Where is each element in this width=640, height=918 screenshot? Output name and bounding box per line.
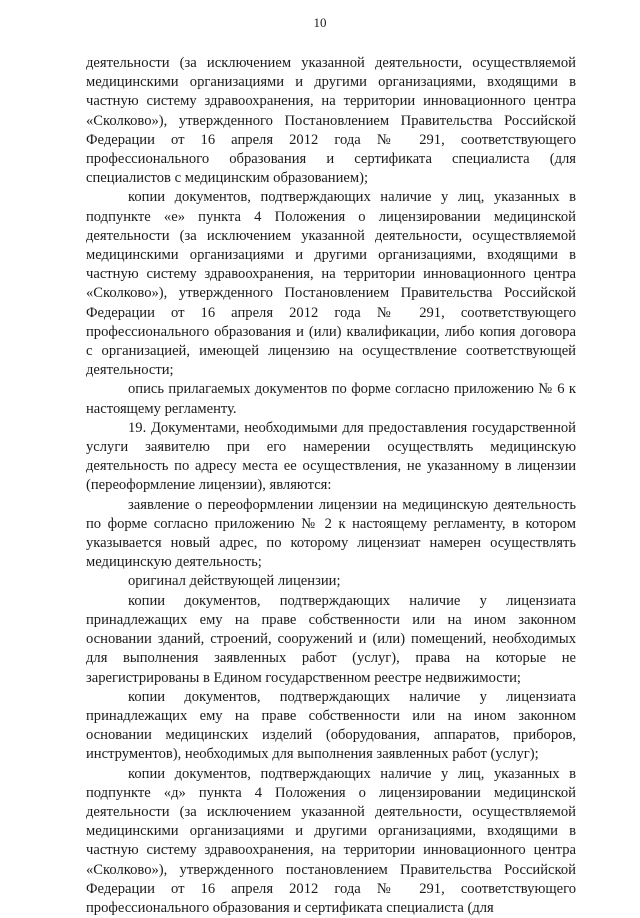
document-body	[86, 54, 576, 918]
paragraph-staff-documents-e: копии документов, подтверждающих наличие у лиц, указанных в подпункте «е» пункта 4 Положения о лицензировании медицинской деятельности (за исключением указанной деятельности, осуществляемой медицинскими организациями и другими организациями, входящими в частную систему здравоохранения, на территории инновационного центра «Сколково»), утвержденного Постановлением Правительства Российской Федерации от 16 апреля 2012 года № 291, соответствующего профессионального образования и (или) квалификации, либо копия договора с организацией, имеющей лицензию на осуществление соответствующей деятельности;	[86, 189, 576, 379]
page-number: 10	[313, 15, 327, 30]
paragraph-inventory: опись прилагаемых документов по форме согласно приложению № 6 к настоящему регламенту.	[86, 381, 576, 417]
paragraph-application: заявление о переоформлении лицензии на медицинскую деятельность по форме согласно приложению № 2 к настоящему регламенту, в котором указывается новый адрес, по которому лицензиат намерен осуществлять медицинскую деятельность;	[86, 496, 576, 571]
paragraph-staff-documents-d: копии документов, подтверждающих наличие у лиц, указанных в подпункте «д» пункта 4 Положения о лицензировании медицинской деятельности (за исключением указанной деятельности, осуществляемой медицинскими организациями и другими организациями, входящими в частную систему здравоохранения, на территории инновационного центра «Сколково»), утвержденного постановлением Правительства Российской Федерации от 16 апреля 2012 года № 291, соответствующего профессионального образования и сертификата специалиста (для	[86, 765, 576, 916]
paragraph-equipment-documents: копии документов, подтверждающих наличие у лицензиата принадлежащих ему на праве собственности или на ином законном основании медицинских изделий (оборудования, аппаратов, приборов, инструментов), необходимых для выполнения заявленных работ (услуг);	[86, 688, 576, 763]
paragraph-original-license: оригинал действующей лицензии;	[128, 573, 341, 590]
paragraph-item-19: 19. Документами, необходимыми для предоставления государственной услуги заявителю при его намерении осуществлять медицинскую деятельность по адресу места ее осуществления, не указанному в лицензии (переоформление лицензии), являются:	[86, 419, 576, 494]
paragraph-continuation: деятельности (за исключением указанной деятельности, осуществляемой медицинскими организациями и другими организациями, входящими в частную систему здравоохранения, на территории инновационного центра «Сколково»), утвержденного Постановлением Правительства Российской Федерации от 16 апреля 2012 года № 291, соответствующего профессионального образования и сертификата специалиста (для специалистов с медицинским образованием);	[86, 55, 576, 187]
paragraph-premises-documents: копии документов, подтверждающих наличие у лицензиата принадлежащих ему на праве собственности или на ином законном основании зданий, строений, сооружений и (или) помещений, необходимых для выполнения заявленных работ (услуг), права на которые не зарегистрированы в Едином государственном реестре недвижимости;	[86, 592, 576, 686]
